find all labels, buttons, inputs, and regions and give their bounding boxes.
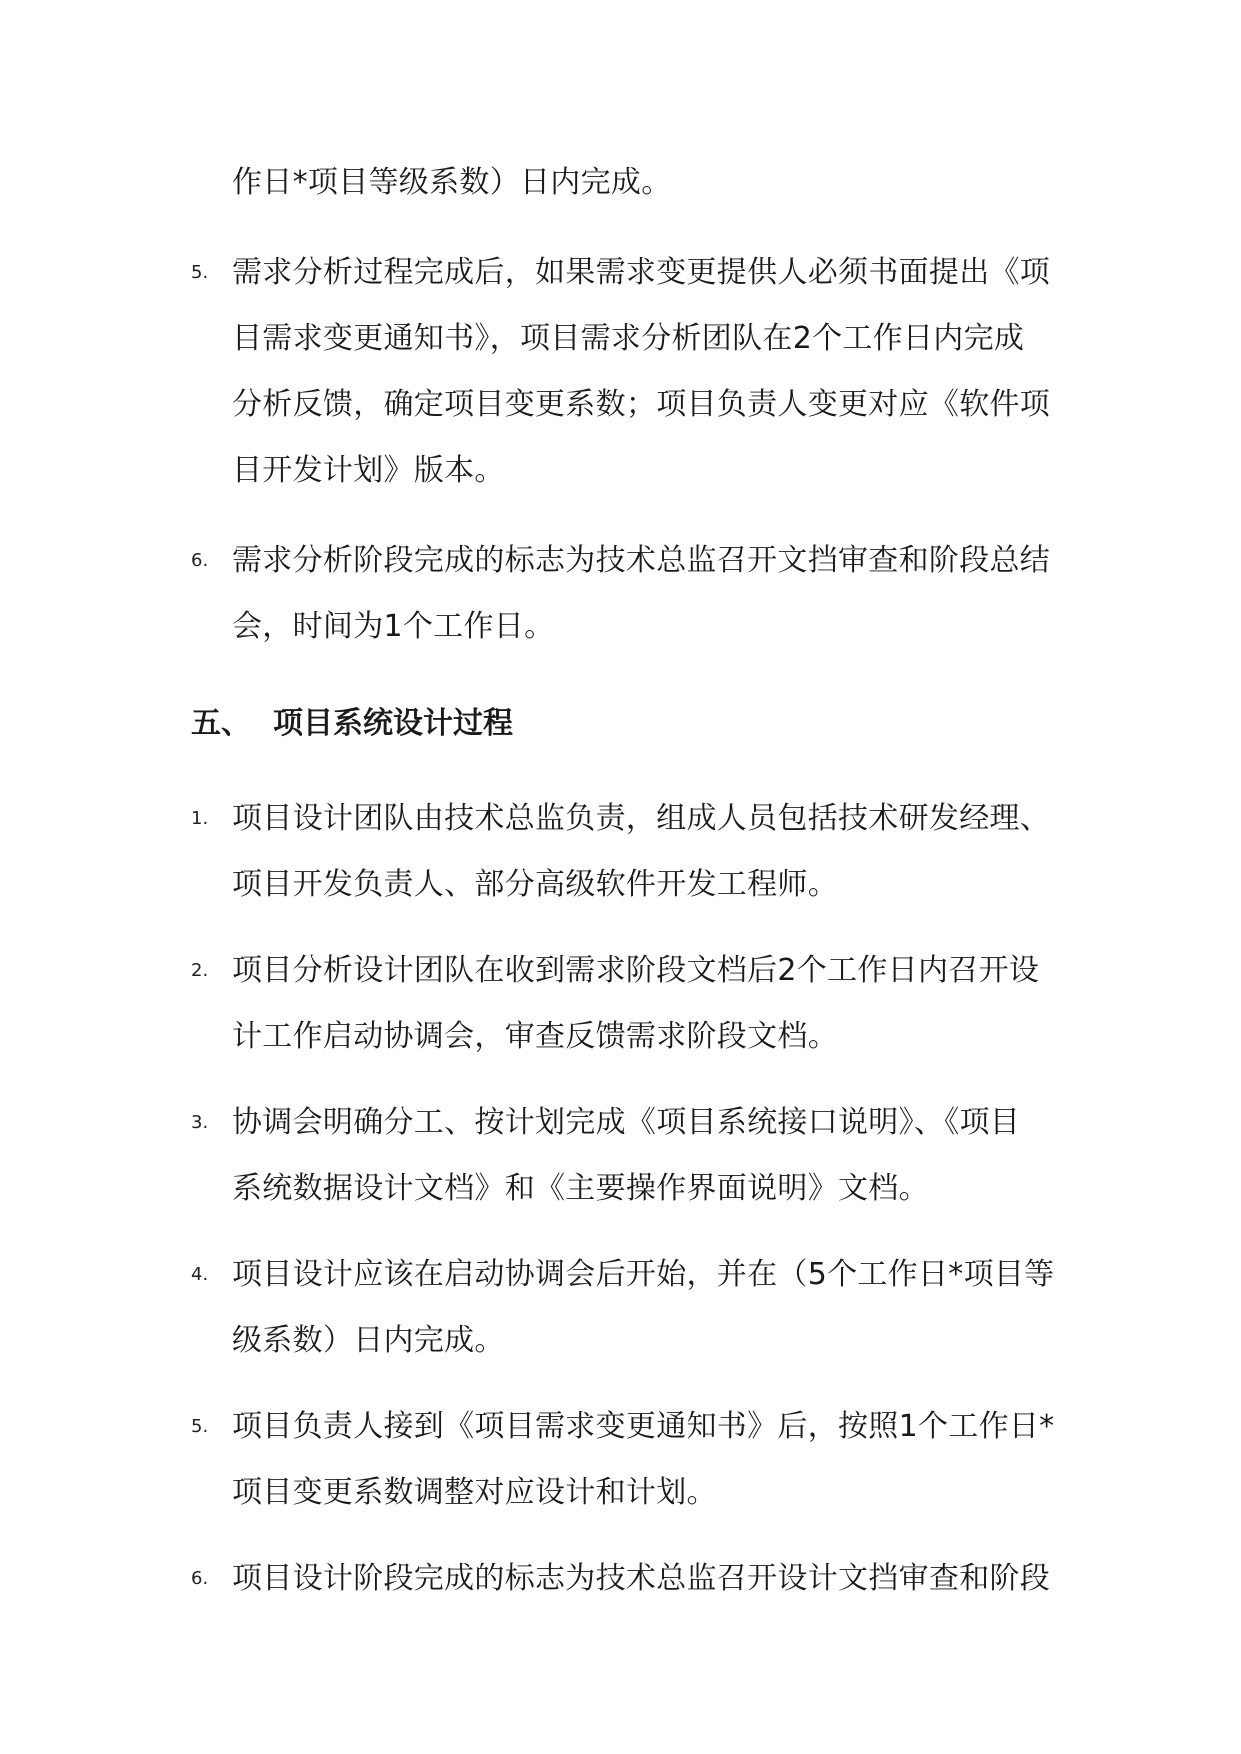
- list-item-line: 项目分析设计团队在收到需求阶段文档后2个工作日内召开设: [232, 953, 1040, 988]
- list-number: 6.: [191, 1568, 209, 1589]
- list-item-line: 系统数据设计文档》和《主要操作界面说明》文档。: [232, 1171, 929, 1206]
- list-number: 5.: [191, 1416, 209, 1437]
- section-title: 项目系统设计过程: [273, 706, 513, 741]
- list-item-line: 项目开发负责人、部分高级软件开发工程师。: [232, 867, 838, 902]
- continuation-line: 作日*项目等级系数）日内完成。: [232, 165, 672, 200]
- list-item-line: 目需求变更通知书》，项目需求分析团队在2个工作日内完成: [232, 321, 1025, 356]
- section-number: 五、: [191, 706, 251, 741]
- list-item-line: 级系数）日内完成。: [232, 1323, 505, 1358]
- list-item-line: 项目负责人接到《项目需求变更通知书》后，按照1个工作日*: [232, 1409, 1055, 1444]
- list-item-line: 项目变更系数调整对应设计和计划。: [232, 1475, 717, 1510]
- list-number: 2.: [191, 960, 209, 981]
- list-item-line: 项目设计团队由技术总监负责，组成人员包括技术研发经理、: [232, 801, 1051, 836]
- list-number: 5.: [191, 262, 209, 283]
- list-number: 1.: [191, 808, 209, 829]
- list-number: 4.: [191, 1264, 209, 1285]
- list-item-line: 协调会明确分工、按计划完成《项目系统接口说明》、《项目: [232, 1105, 1021, 1140]
- list-item-line: 需求分析过程完成后，如果需求变更提供人必须书面提出《项: [232, 255, 1051, 290]
- section-heading: [191, 694, 513, 754]
- list-item-line: 会，时间为1个工作日。: [232, 609, 555, 644]
- list-item-line: 目开发计划》版本。: [232, 453, 505, 488]
- list-item-line: 计工作启动协调会，审查反馈需求阶段文档。: [232, 1019, 838, 1054]
- list-item-line: 分析反馈，确定项目变更系数；项目负责人变更对应《软件项: [232, 387, 1051, 422]
- list-item-line: 需求分析阶段完成的标志为技术总监召开文挡审查和阶段总结: [232, 543, 1051, 578]
- list-number: 6.: [191, 550, 209, 571]
- list-item-line: 项目设计应该在启动协调会后开始，并在（5个工作日*项目等: [232, 1257, 1055, 1292]
- list-item-line: 项目设计阶段完成的标志为技术总监召开设计文挡审查和阶段: [232, 1561, 1051, 1596]
- list-number: 3.: [191, 1112, 209, 1133]
